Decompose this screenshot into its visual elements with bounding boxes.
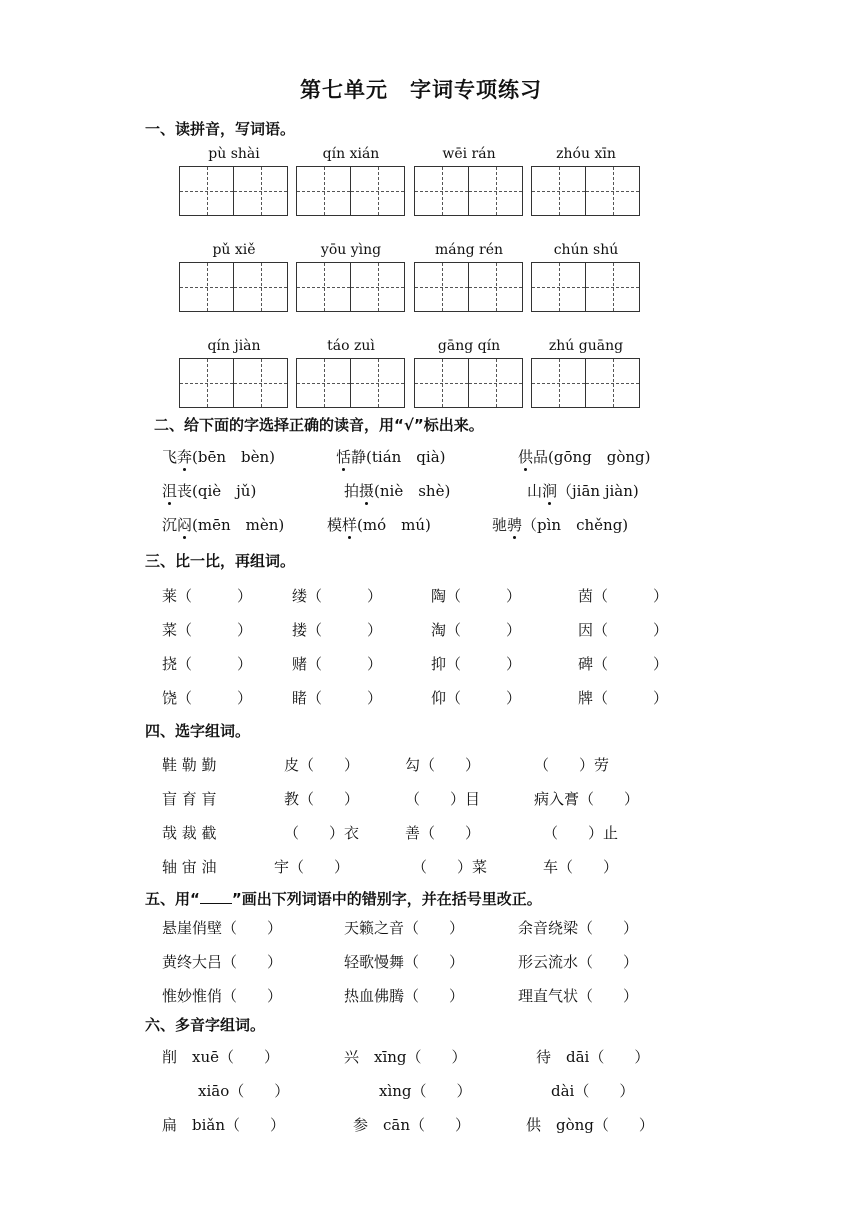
- pinyin-label: táo zuì: [327, 338, 375, 354]
- error-word: 惟妙惟俏（ ）: [162, 987, 283, 1005]
- compare-item: 因（ ）: [578, 621, 669, 639]
- word-blank: （ ）目: [405, 790, 481, 808]
- compare-item: 碑（ ）: [578, 655, 669, 673]
- compare-item: 菜（ ）: [162, 621, 253, 639]
- word-blank: 教（ ）: [284, 790, 360, 808]
- char-choices: 鞋 勒 勤: [162, 756, 217, 774]
- pinyin-label: zhú guāng: [548, 338, 624, 354]
- section-5-heading: 五、用“ ”画出下列词语中的错别字，并在括号里改正。: [145, 890, 542, 908]
- compare-item: 淘（ ）: [431, 621, 522, 639]
- polyphone-item: 削 xuē（ ）: [162, 1048, 279, 1066]
- word-blank: （ ）止: [543, 824, 619, 842]
- compare-item: 茵（ ）: [578, 587, 669, 605]
- error-word: 形云流水（ ）: [518, 953, 639, 971]
- pinyin-label: qín jiàn: [207, 338, 261, 354]
- error-word: 悬崖俏壁（ ）: [162, 919, 283, 937]
- word-blank: （ ）衣: [284, 824, 360, 842]
- compare-item: 陶（ ）: [431, 587, 522, 605]
- polyphone-item: dài（ ）: [551, 1082, 635, 1100]
- pronunciation-item: 沉闷(mēn mèn): [162, 516, 285, 534]
- compare-item: 睹（ ）: [292, 689, 383, 707]
- word-blank: 车（ ）: [543, 858, 619, 876]
- error-word: 理直气状（ ）: [518, 987, 639, 1005]
- compare-item: 牌（ ）: [578, 689, 669, 707]
- writing-grid[interactable]: [179, 262, 288, 312]
- writing-grid[interactable]: [414, 166, 523, 216]
- compare-item: 赌（ ）: [292, 655, 383, 673]
- pinyin-label: zhóu xīn: [556, 146, 616, 162]
- pronunciation-item: 驰骋（pìn chěng): [492, 516, 629, 534]
- pronunciation-item: 拍摄(niè shè): [344, 482, 451, 500]
- pinyin-label: gāng qín: [437, 338, 501, 354]
- word-blank: （ ）菜: [412, 858, 488, 876]
- page-title: 第七单元 字词专项练习: [300, 78, 542, 102]
- section-4-heading: 四、选字组词。: [145, 722, 251, 740]
- pronunciation-item: 飞奔(bēn bèn): [162, 448, 276, 466]
- pronunciation-item: 恬静(tián qià): [336, 448, 446, 466]
- polyphone-item: 供 gòng（ ）: [526, 1116, 654, 1134]
- word-blank: 病入膏（ ）: [534, 790, 640, 808]
- writing-grid[interactable]: [531, 358, 640, 408]
- compare-item: 挠（ ）: [162, 655, 253, 673]
- writing-grid[interactable]: [531, 262, 640, 312]
- pinyin-label: máng rén: [434, 242, 504, 258]
- pinyin-label: qín xián: [322, 146, 380, 162]
- error-word: 黄终大吕（ ）: [162, 953, 283, 971]
- word-blank: 勾（ ）: [405, 756, 481, 774]
- polyphone-item: 扁 biǎn（ ）: [162, 1116, 286, 1134]
- word-blank: 皮（ ）: [284, 756, 360, 774]
- compare-item: 饶（ ）: [162, 689, 253, 707]
- char-choices: 轴 宙 油: [162, 858, 217, 876]
- writing-grid[interactable]: [179, 166, 288, 216]
- pinyin-label: chún shú: [553, 242, 619, 258]
- polyphone-item: xìng（ ）: [379, 1082, 472, 1100]
- writing-grid[interactable]: [414, 262, 523, 312]
- error-word: 天籁之音（ ）: [344, 919, 465, 937]
- pronunciation-item: 沮丧(qiè jǔ): [162, 482, 257, 500]
- writing-grid[interactable]: [296, 262, 405, 312]
- writing-grid[interactable]: [296, 358, 405, 408]
- polyphone-item: 兴 xīng（ ）: [344, 1048, 467, 1066]
- compare-item: 搂（ ）: [292, 621, 383, 639]
- compare-item: 缕（ ）: [292, 587, 383, 605]
- pronunciation-item: 模样(mó mú): [327, 516, 431, 534]
- error-word: 余音绕梁（ ）: [518, 919, 639, 937]
- polyphone-item: 待 dāi（ ）: [536, 1048, 650, 1066]
- word-blank: （ ）劳: [534, 756, 610, 774]
- pinyin-label: pǔ xiě: [212, 242, 256, 258]
- polyphone-item: 参 cān（ ）: [353, 1116, 471, 1134]
- error-word: 热血佛腾（ ）: [344, 987, 465, 1005]
- compare-item: 抑（ ）: [431, 655, 522, 673]
- section-1-heading: 一、读拼音，写词语。: [145, 120, 296, 138]
- writing-grid[interactable]: [414, 358, 523, 408]
- compare-item: 莱（ ）: [162, 587, 253, 605]
- char-choices: 盲 育 肓: [162, 790, 217, 808]
- compare-item: 仰（ ）: [431, 689, 522, 707]
- writing-grid[interactable]: [296, 166, 405, 216]
- section-3-heading: 三、比一比，再组词。: [145, 552, 296, 570]
- polyphone-item: xiāo（ ）: [198, 1082, 290, 1100]
- section-2-heading: 二、给下面的字选择正确的读音，用“√”标出来。: [154, 416, 484, 434]
- pinyin-label: wēi rán: [442, 146, 496, 162]
- writing-grid[interactable]: [531, 166, 640, 216]
- char-choices: 哉 裁 截: [162, 824, 217, 842]
- pinyin-label: yōu yìng: [320, 242, 382, 258]
- word-blank: 宇（ ）: [274, 858, 350, 876]
- section-6-heading: 六、多音字组词。: [145, 1016, 266, 1034]
- writing-grid[interactable]: [179, 358, 288, 408]
- error-word: 轻歌慢舞（ ）: [344, 953, 465, 971]
- pinyin-label: pù shài: [208, 146, 260, 162]
- underline-mark: [200, 891, 232, 904]
- pronunciation-item: 供品(gōng gòng): [518, 448, 651, 466]
- word-blank: 善（ ）: [405, 824, 481, 842]
- pronunciation-item: 山涧（jiān jiàn): [527, 482, 639, 500]
